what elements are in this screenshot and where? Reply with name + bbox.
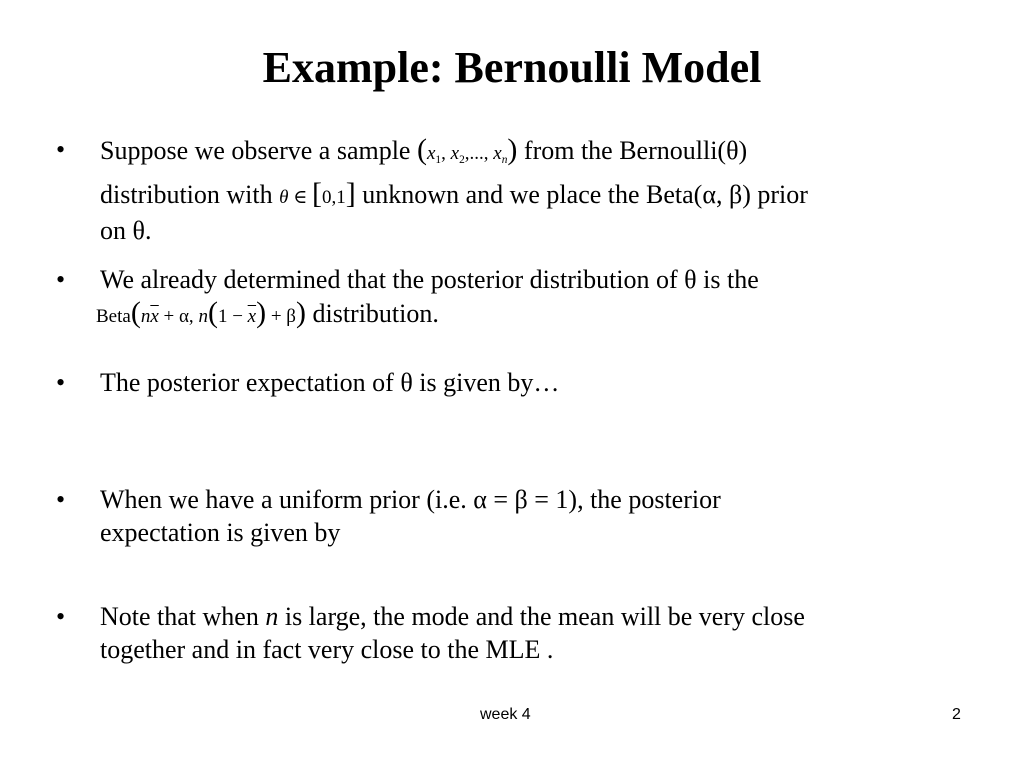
page-number: 2 (952, 706, 961, 723)
bullet-posterior (56, 263, 976, 333)
bullet-sample (56, 133, 976, 247)
beta-posterior-formula: $Beta(n\overline{x} + \alpha$, $n(1 - \overline{x}) + \beta$) (96, 296, 306, 329)
bullet-marker: • (56, 368, 66, 397)
slide-title: Example: Bernoulli Model (262, 43, 762, 92)
theta-interval-formula: θ ∈ [0,1] (279, 177, 356, 210)
bullet-expectation (56, 366, 976, 399)
bullet-text: The posterior expectation of θ is given by… (100, 368, 560, 397)
bullet-marker: • (56, 135, 66, 164)
bullet-uniform-prior (56, 483, 976, 549)
footer-week: week 4 (480, 706, 531, 723)
sample-formula: ($x_1$, $x_2$,..., $x_n$) (416, 133, 518, 166)
bullet-marker: • (56, 265, 66, 294)
bullet-text: We already determined that the posterior distribution of θ is the $Beta(n\overline{x} + \alpha$, $n(1 - \overline{x}) + \beta$) distribution. (96, 265, 759, 329)
bullet-text: Suppose we observe a sample ($x_1$, $x_2$,..., $x_n$) from the Bernoulli(θ) distribution with θ ∈ [0,1] unknown and we place the Beta(α, β) prior on θ. (100, 133, 808, 245)
bullet-large-n (56, 600, 976, 666)
bullet-marker: • (56, 602, 66, 631)
bullet-text: When we have a uniform prior (i.e. α = β = 1), the posterior expectation is given by (100, 485, 721, 547)
bullet-marker: • (56, 485, 66, 514)
bullet-text: Note that when n is large, the mode and the mean will be very close together and in fact very close to the MLE . (100, 602, 805, 664)
